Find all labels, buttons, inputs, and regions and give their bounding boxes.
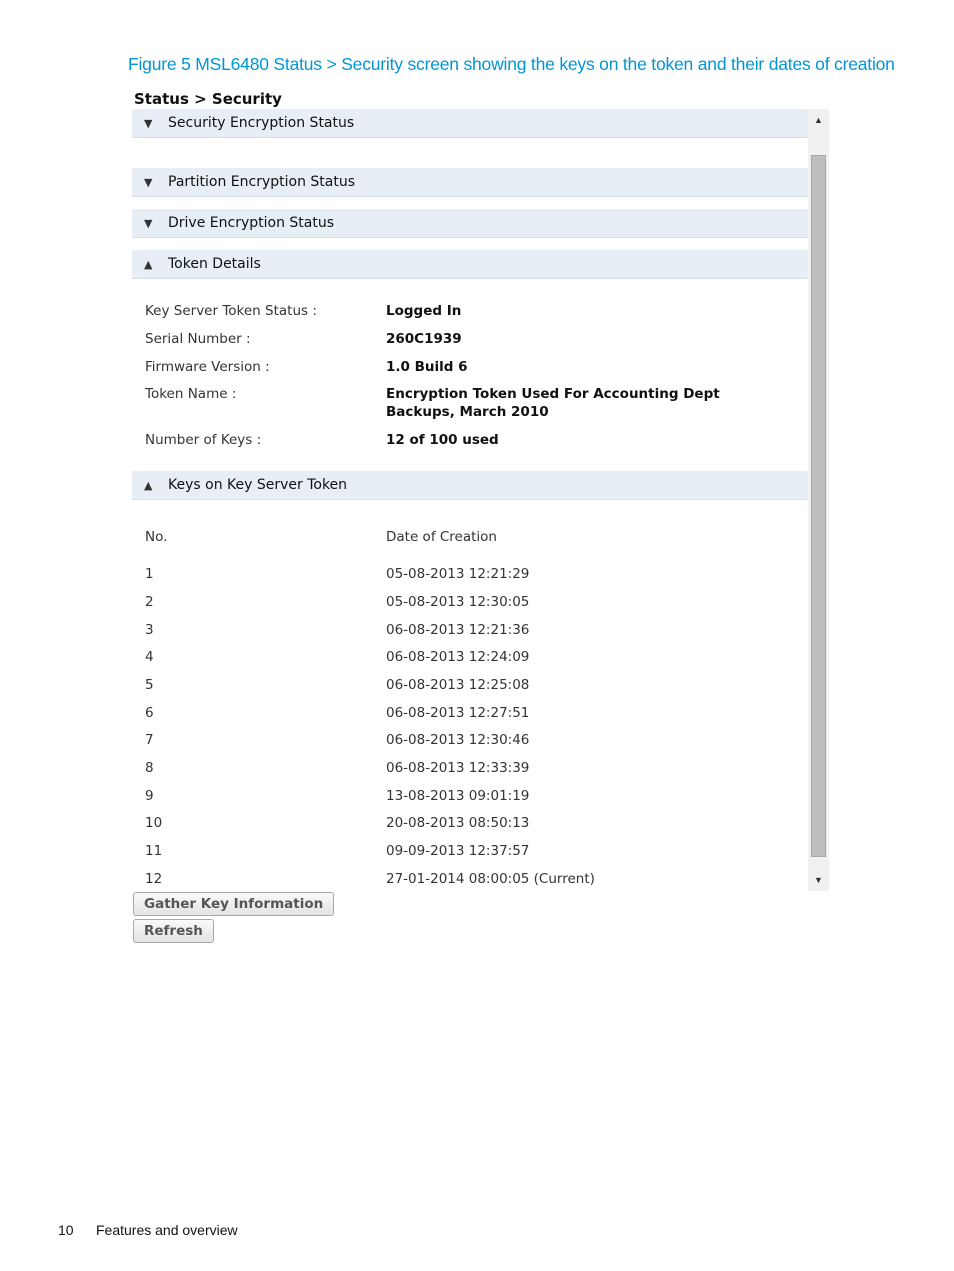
key-date: 05-08-2013 12:21:29 — [386, 566, 530, 582]
key-number: 11 — [145, 843, 163, 859]
page-title: Status > Security — [134, 90, 282, 108]
section-security-encryption-status[interactable] — [132, 109, 808, 138]
token-status-label: Key Server Token Status : — [145, 303, 317, 319]
section-label: Security Encryption Status — [168, 115, 355, 131]
token-name-value: Encryption Token Used For Accounting Dept Backups, March 2010 — [386, 386, 720, 420]
key-number: 3 — [145, 622, 154, 638]
key-date: 09-09-2013 12:37:57 — [386, 843, 530, 859]
key-number: 12 — [145, 871, 163, 887]
refresh-button[interactable]: Refresh — [133, 919, 214, 943]
vertical-scrollbar[interactable] — [808, 109, 829, 891]
key-date: 06-08-2013 12:33:39 — [386, 760, 530, 776]
section-token-details[interactable] — [132, 250, 808, 279]
triangle-down-icon: ▼ — [144, 117, 153, 130]
serial-number-label: Serial Number : — [145, 331, 251, 347]
gather-key-information-button[interactable]: Gather Key Information — [133, 892, 334, 916]
key-number: 2 — [145, 594, 154, 610]
number-of-keys-value: 12 of 100 used — [386, 432, 499, 448]
key-number: 4 — [145, 649, 154, 665]
key-number: 8 — [145, 760, 154, 776]
triangle-down-icon: ▼ — [144, 176, 153, 189]
security-panel — [132, 109, 829, 891]
key-date: 06-08-2013 12:21:36 — [386, 622, 530, 638]
firmware-version-value: 1.0 Build 6 — [386, 359, 468, 375]
triangle-up-icon: ▲ — [144, 479, 153, 492]
figure-caption: Figure 5 MSL6480 Status > Security screen showing the keys on the token and their dates of creation — [128, 54, 895, 74]
section-label: Partition Encryption Status — [168, 174, 356, 190]
token-name-label: Token Name : — [145, 386, 237, 402]
section-label: Keys on Key Server Token — [168, 477, 348, 493]
scrollbar-thumb[interactable] — [811, 155, 826, 857]
serial-number-value: 260C1939 — [386, 331, 462, 347]
page-number: 10 — [58, 1222, 74, 1238]
key-date: 06-08-2013 12:27:51 — [386, 705, 530, 721]
key-number: 10 — [145, 815, 163, 831]
key-number: 6 — [145, 705, 154, 721]
section-keys-on-key-server-token[interactable] — [132, 471, 808, 500]
triangle-down-icon: ▼ — [144, 217, 153, 230]
key-date: 06-08-2013 12:30:46 — [386, 732, 530, 748]
section-label: Drive Encryption Status — [168, 215, 334, 231]
key-date: 06-08-2013 12:25:08 — [386, 677, 530, 693]
key-number: 5 — [145, 677, 154, 693]
key-number: 1 — [145, 566, 154, 582]
key-date: 05-08-2013 12:30:05 — [386, 594, 530, 610]
key-date: 06-08-2013 12:24:09 — [386, 649, 530, 665]
key-date: 13-08-2013 09:01:19 — [386, 788, 530, 804]
triangle-up-icon: ▲ — [144, 258, 153, 271]
firmware-version-label: Firmware Version : — [145, 359, 270, 375]
section-drive-encryption-status[interactable] — [132, 209, 808, 238]
footer-section-title: Features and overview — [96, 1222, 238, 1238]
section-partition-encryption-status[interactable] — [132, 168, 808, 197]
scroll-up-arrow-icon[interactable]: ▲ — [814, 115, 823, 125]
column-header-no: No. — [145, 529, 168, 545]
key-number: 7 — [145, 732, 154, 748]
scroll-down-arrow-icon[interactable]: ▼ — [814, 875, 823, 885]
token-status-value: Logged In — [386, 303, 462, 319]
section-label: Token Details — [168, 256, 261, 272]
key-date: 27-01-2014 08:00:05 (Current) — [386, 871, 595, 887]
key-date: 20-08-2013 08:50:13 — [386, 815, 530, 831]
key-number: 9 — [145, 788, 154, 804]
panel-content — [132, 109, 808, 891]
number-of-keys-label: Number of Keys : — [145, 432, 262, 448]
column-header-date: Date of Creation — [386, 529, 497, 545]
